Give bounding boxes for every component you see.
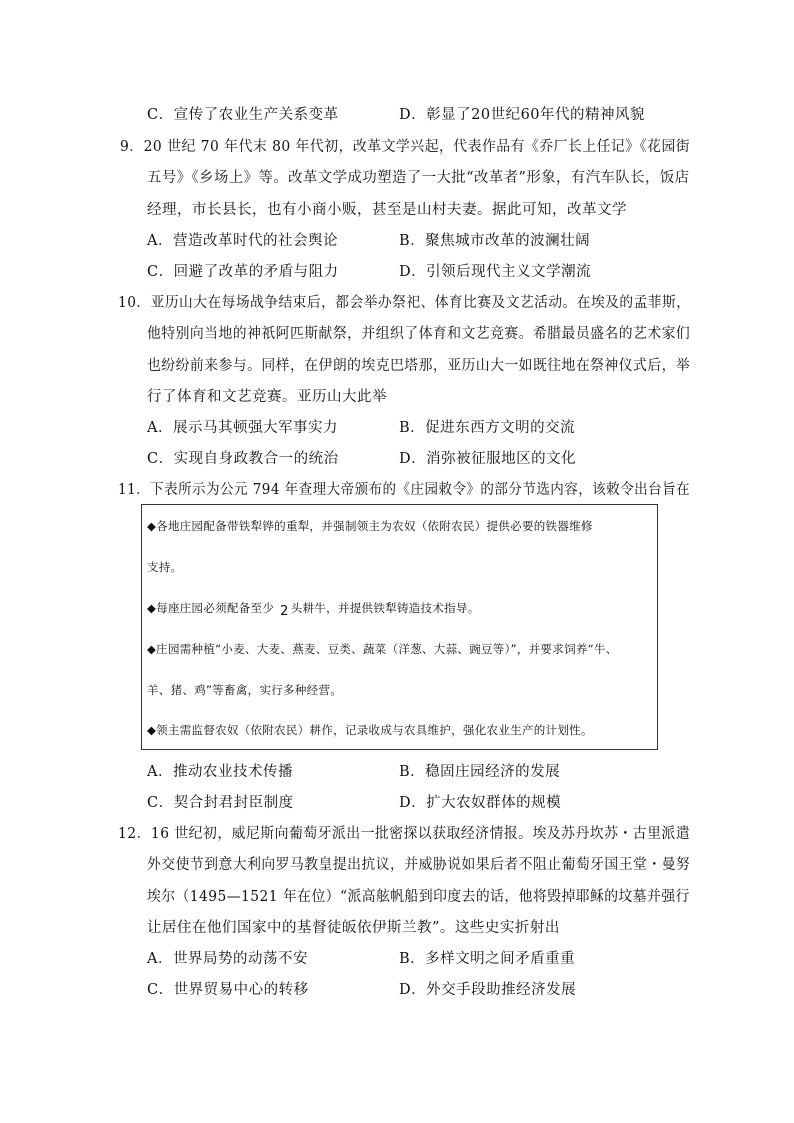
q9-stem-line-2: 五号》《乡场上》等。改革文学成功塑造了一大批“改革者”形象，有汽车队长，饭店 bbox=[147, 170, 690, 186]
q8-option-d[interactable]: D．彰显了20世纪60年代的精神风貌 bbox=[399, 107, 646, 123]
q11-source-table bbox=[141, 504, 658, 750]
q10-stem-line-2: 他特别向当地的神祇阿匹斯献祭，并组织了体育和文艺竞赛。希腊最员盛名的艺术家们 bbox=[147, 326, 691, 342]
q11-table-item-1-line-2: 支持。 bbox=[147, 560, 183, 574]
q11-table-item-3-line-1: ◆庄园需种植“小麦、大麦、燕麦、豆类、蔬菜（洋葱、大蒜、豌豆等）”，并要求饲养“牛、 bbox=[147, 642, 618, 656]
q11-table-item-3-line-2: 羊、猪、鸡”等畜禽，实行多种经营。 bbox=[147, 683, 343, 697]
q10-stem-line-3: 也纷纷前来参与。同样，在伊朗的埃克巴塔那，亚历山大一如既往地在祭神仪式后，举 bbox=[147, 358, 691, 374]
q10-option-c[interactable]: C．实现自身政教合一的统治 bbox=[147, 451, 339, 467]
q12-option-b[interactable]: B．多样文明之间矛盾重重 bbox=[399, 951, 576, 967]
q10-stem-line-1: 10．亚历山大在每场战争结束后，都会举办祭祀、体育比赛及文艺活动。在埃及的孟菲斯， bbox=[118, 295, 691, 311]
q11-option-d[interactable]: D．扩大农奴群体的规模 bbox=[399, 795, 562, 811]
q12-stem-line-1: 12．16 世纪初，威尼斯向葡萄牙派出一批密探以获取经济情报。埃及苏丹坎苏・古里派遣 bbox=[118, 826, 691, 842]
q9-option-a[interactable]: A．营造改革时代的社会舆论 bbox=[147, 233, 338, 249]
q9-option-b[interactable]: B．聚焦城市改革的波澜壮阔 bbox=[399, 233, 591, 249]
q12-stem-line-2: 外交使节到意大利向罗马教皇提出抗议，并威胁说如果后者不阻止葡萄牙国王堂・曼努 bbox=[147, 857, 691, 873]
q11-table-item-2-text-a: ◆每座庄园必须配备至少 bbox=[147, 601, 275, 615]
q9-option-d[interactable]: D．引领后现代主义文学潮流 bbox=[399, 264, 592, 280]
q12-option-a[interactable]: A．世界局势的动荡不安 bbox=[147, 951, 308, 967]
q10-stem-line-4: 行了体育和文艺竞赛。亚历山大此举 bbox=[147, 389, 387, 405]
q9-stem-line-1: 9．20 世纪 70 年代末 80 年代初，改革文学兴起，代表作品有《乔厂长上任记》《花园街 bbox=[120, 139, 691, 155]
q10-option-a[interactable]: A．展示马其顿强大军事实力 bbox=[147, 420, 338, 436]
q11-option-a[interactable]: A．推动农业技术传播 bbox=[147, 764, 293, 780]
q11-stem-line-1: 11．下表所示为公元 794 年查理大帝颁布的《庄园敕令》的部分节选内容，该敕令出台旨在 bbox=[118, 482, 691, 498]
q11-table-item-2 bbox=[147, 600, 480, 619]
q12-stem-line-4: 让居住在他们国家中的基督徒皈依伊斯兰教”。这些史实折射出 bbox=[147, 920, 560, 936]
q11-option-c[interactable]: C．契合封君封臣制度 bbox=[147, 795, 294, 811]
q11-table-item-4: ◆领主需监督农奴（依附农民）耕作，记录收成与农具维护，强化农业生产的计划性。 bbox=[147, 723, 593, 737]
q8-option-c[interactable]: C．宣传了农业生产关系变革 bbox=[147, 107, 339, 123]
q12-stem-line-3: 埃尔（1495—1521 年在位）“派高舷帆船到印度去的话，他将毁掉耶稣的坟墓并强行 bbox=[147, 889, 690, 905]
q9-stem-line-3: 经理，市长县长，也有小商小贩，甚至是山村夫妻。据此可知，改革文学 bbox=[147, 202, 627, 218]
q10-option-d[interactable]: D．消弥被征服地区的文化 bbox=[399, 451, 577, 467]
q10-option-b[interactable]: B．促进东西方文明的交流 bbox=[399, 420, 576, 436]
q9-option-c[interactable]: C．回避了改革的矛盾与阻力 bbox=[147, 264, 339, 280]
q11-table-item-1-line-1: ◆各地庄园配备带铁犁铧的重犁，并强制领主为农奴（依附农民）提供必要的铁器维修 bbox=[147, 519, 593, 533]
q11-table-item-2-number: 2 bbox=[280, 604, 289, 619]
q12-option-c[interactable]: C．世界贸易中心的转移 bbox=[147, 982, 309, 998]
q11-option-b[interactable]: B．稳固庄园经济的发展 bbox=[399, 764, 561, 780]
q11-table-item-2-text-b: 头耕牛，并提供铁犁铸造技术指导。 bbox=[290, 601, 480, 615]
q12-option-d[interactable]: D．外交手段助推经济发展 bbox=[399, 982, 577, 998]
